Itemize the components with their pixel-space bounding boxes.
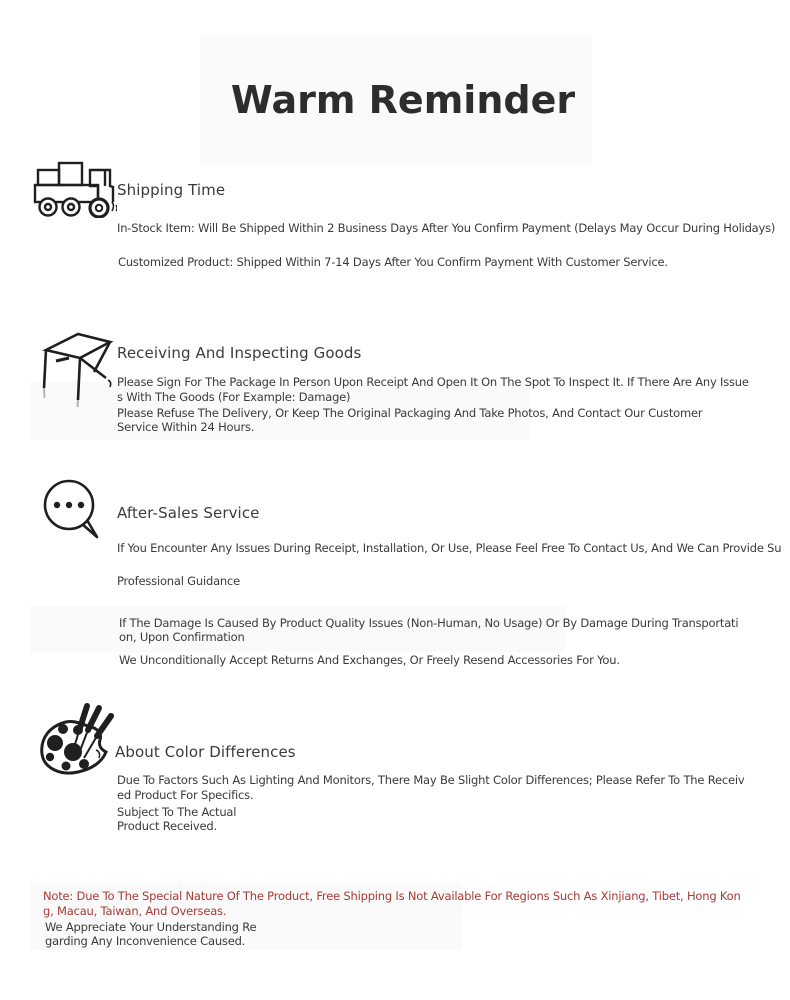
after-sales-text-line: on, Upon Confirmation [119, 630, 245, 644]
note-gray-line: We Appreciate Your Understanding Re [45, 920, 257, 934]
color-text-line: Product Received. [117, 819, 217, 833]
note-red-line: g, Macau, Taiwan, And Overseas. [43, 904, 227, 918]
note-gray-line: garding Any Inconvenience Caused. [45, 934, 246, 948]
after-sales-heading: After-Sales Service [117, 504, 260, 522]
after-sales-text-line: If The Damage Is Caused By Product Quality Issues (Non-Human, No Usage) Or By Damage During Transportati [119, 616, 739, 630]
receiving-text-line: Service Within 24 Hours. [117, 420, 255, 434]
receiving-text-line: Please Sign For The Package In Person Upon Receipt And Open It On The Spot To Inspect It. If There Are Any Issue [117, 375, 749, 389]
page-title: Warm Reminder [230, 78, 576, 122]
shipping-text-line: Customized Product: Shipped Within 7-14 Days After You Confirm Payment With Customer Service. [118, 255, 668, 269]
color-text-line: Due To Factors Such As Lighting And Monitors, There May Be Slight Color Differences; Please Refer To The Receiv [117, 773, 745, 787]
after-sales-text-line: We Unconditionally Accept Returns And Exchanges, Or Freely Resend Accessories For You. [119, 653, 620, 667]
open-box-icon [36, 326, 116, 410]
color-text-line: ed Product For Specifics. [117, 788, 254, 802]
color-text-line: Subject To The Actual [117, 805, 237, 819]
after-sales-text-line: If You Encounter Any Issues During Receipt, Installation, Or Use, Please Feel Free To Contact Us, And We Can Provide Su [117, 541, 782, 555]
after-sales-text-line: Professional Guidance [117, 574, 240, 588]
receiving-goods-heading: Receiving And Inspecting Goods [117, 344, 362, 362]
shipping-time-heading: Shipping Time [117, 181, 226, 199]
receiving-text-line: s With The Goods (For Example: Damage) [117, 390, 351, 404]
paint-palette-icon [36, 700, 120, 780]
note-red-line: Note: Due To The Special Nature Of The Product, Free Shipping Is Not Available For Regions Such As Xinjiang, Tibet, Hong Kon [43, 889, 741, 903]
receiving-text-line: Please Refuse The Delivery, Or Keep The Original Packaging And Take Photos, And Contact Our Customer [117, 406, 703, 420]
delivery-truck-icon [33, 160, 117, 218]
shipping-text-line: In-Stock Item: Will Be Shipped Within 2 Business Days After You Confirm Payment (Delays May Occur During Holidays) [117, 221, 776, 235]
chat-bubble-icon [40, 478, 104, 542]
color-differences-heading: About Color Differences [115, 743, 296, 761]
